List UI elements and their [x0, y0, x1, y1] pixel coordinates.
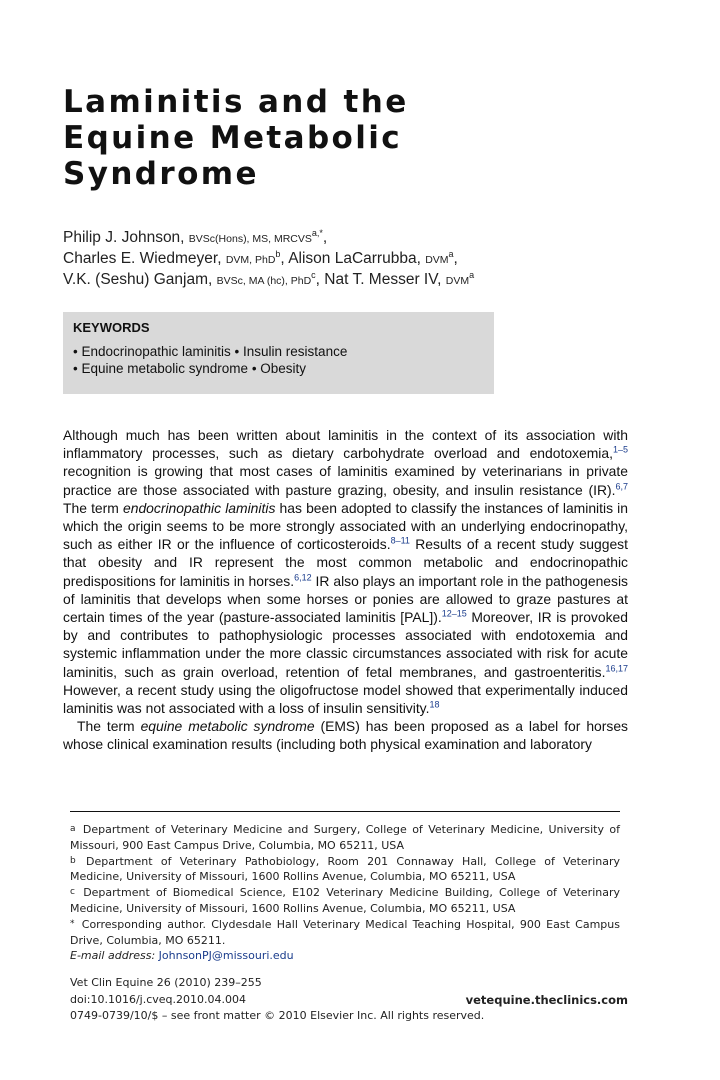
author-name: V.K. (Seshu) Ganjam,	[63, 271, 217, 288]
keywords-line: • Equine metabolic syndrome • Obesity	[73, 361, 307, 376]
affiliation-footnotes	[70, 822, 620, 964]
title-line: Laminitis and the	[63, 84, 409, 120]
footnote-divider	[70, 811, 620, 812]
keywords-line: • Endocrinopathic laminitis • Insulin resistance	[73, 344, 348, 359]
affiliation-mark[interactable]: b	[275, 248, 281, 259]
journal-citation: Vet Clin Equine 26 (2010) 239–255	[70, 976, 262, 989]
author-credentials: DVM, PhD	[225, 254, 276, 266]
author-list	[63, 228, 663, 291]
email-label: E-mail address:	[70, 949, 156, 963]
author-credentials: BVSc, MA (hc), PhD	[216, 275, 312, 287]
footnote: $^a$ Department of Veterinary Medicine and Surgery, College of Veterinary Medicine, University of Missouri, 900 East Campus Drive, Columbia, MO 65211, USA	[70, 823, 620, 852]
author-name: Nat T. Messer IV,	[324, 271, 446, 288]
email-line	[70, 948, 620, 964]
author-line: Philip J. Johnson, BVSc(Hons), MS, $MRCVS^{a,*}$,	[63, 227, 328, 246]
footnote-mark: c	[70, 887, 75, 898]
article-title	[63, 84, 409, 192]
author-name: Charles E. Wiedmeyer,	[63, 250, 226, 267]
citation-link[interactable]: 6,7	[615, 480, 628, 491]
author-name: Philip J. Johnson,	[63, 229, 189, 246]
footnote: $^c$ Department of Biomedical Science, E102 Veterinary Medicine Building, College of Veterinary Medicine, University of Missouri, 1600 Rollins Avenue, Columbia, MO 65211, USA	[70, 886, 620, 915]
footnote-mark: *	[70, 918, 75, 929]
footnote: $^b$ Department of Veterinary Pathobiology, Room 201 Connaway Hall, College of Veterinary Medicine, University of Missouri, 1600 Rollins Avenue, Columbia, MO 65211, USA	[70, 854, 620, 884]
doi-link[interactable]: doi:10.1016/j.cveq.2010.04.004	[70, 992, 247, 1006]
footnote-mark: b	[70, 855, 76, 866]
footnote: * Corresponding author. Clydesdale Hall Veterinary Medical Teaching Hospital, 900 East Campus Drive, Columbia, MO 65211.	[70, 917, 620, 947]
affiliation-mark[interactable]: a,*	[311, 227, 323, 238]
keywords-box	[63, 312, 494, 394]
author-name: Alison LaCarrubba,	[288, 250, 426, 267]
article-body	[63, 426, 628, 754]
citation-link[interactable]: 1–5	[612, 444, 628, 455]
affiliation-mark[interactable]: c	[311, 269, 316, 280]
citation-link[interactable]: 16,17	[605, 663, 628, 674]
author-line: Charles E. Wiedmeyer, DVM, PhD$^b$, Alison LaCarrubba, DVM$^a$,	[63, 248, 458, 267]
email-link[interactable]: JohnsonPJ@missouri.edu	[158, 949, 294, 963]
emphasized-term: endocrinopathic laminitis	[123, 499, 276, 516]
footnote-mark: a	[70, 824, 76, 834]
body-paragraph: Although much has been written about laminitis in the context of its association with inflammatory processes, such as dietary carbohydrate overload and endotoxemia,$^{1-5}$ recognition is growing that most cases of laminitis examined by veterinarians in private practice are those associated with pasture grazing, obesity, and insulin resistance (IR).$^{6,7}$ The term endocrinopathic laminitis has been adopted to classify the instances of laminitis in which the origin seems to be more strongly associated with an underlying endocrinopathy, such as either IR or the influence of corticosteroids.$^{8-11}$ Results of a recent study suggest that obesity and IR represent the most common metabolic and endocrinopathic predispositions for laminitis in horses.$^{6,12}$ IR also plays an important role in the pathogenesis of laminitis that develops when some horses or ponies are allowed to graze pastures at certain times of the year (pasture-associated laminitis [PAL]).$^{12-15}$ Moreover, IR is provoked by and contributes to pathophysiologic processes associated with endotoxemia and systemic inflammation under the more classic circumstances associated with risk for acute laminitis, such as grain overload, retention of fetal membranes, and gastroenteritis.$^{16,17}$ However, a recent study using the oligofructose model showed that experimentally induced laminitis was not associated with a loss of insulin sensitivity.$^{18}$	[63, 427, 628, 717]
citation-link[interactable]: 6,12	[294, 572, 312, 582]
keywords-heading: KEYWORDS	[73, 320, 150, 335]
citation-link[interactable]: 8–11	[390, 535, 410, 546]
author-line: V.K. (Seshu) Ganjam, BVSc, MA (hc), PhD$^c$, Nat T. Messer IV, DVM$^a$	[63, 269, 475, 288]
copyright-notice: 0749-0739/10/$ – see front matter © 2010 Elsevier Inc. All rights reserved.	[70, 1009, 485, 1022]
body-paragraph: The term equine metabolic syndrome (EMS) has been proposed as a label for horses whose clinical examination results (including both physical examination and laboratory	[63, 718, 629, 753]
author-credentials: BVSc(Hons), MS, MRCVS	[188, 233, 312, 245]
journal-website-link[interactable]: vetequine.theclinics.com	[465, 992, 628, 1007]
affiliation-mark[interactable]: a	[448, 248, 454, 259]
citation-link[interactable]: 12–15	[441, 608, 467, 619]
title-line: Syndrome	[63, 156, 259, 192]
affiliation-mark[interactable]: a	[469, 269, 475, 280]
citation-link[interactable]: 18	[429, 699, 440, 710]
publication-info	[70, 975, 628, 1025]
title-line: Equine Metabolic	[63, 120, 403, 156]
author-credentials: DVM	[445, 275, 470, 287]
emphasized-term: equine metabolic syndrome	[140, 718, 315, 735]
author-credentials: DVM	[425, 254, 449, 266]
